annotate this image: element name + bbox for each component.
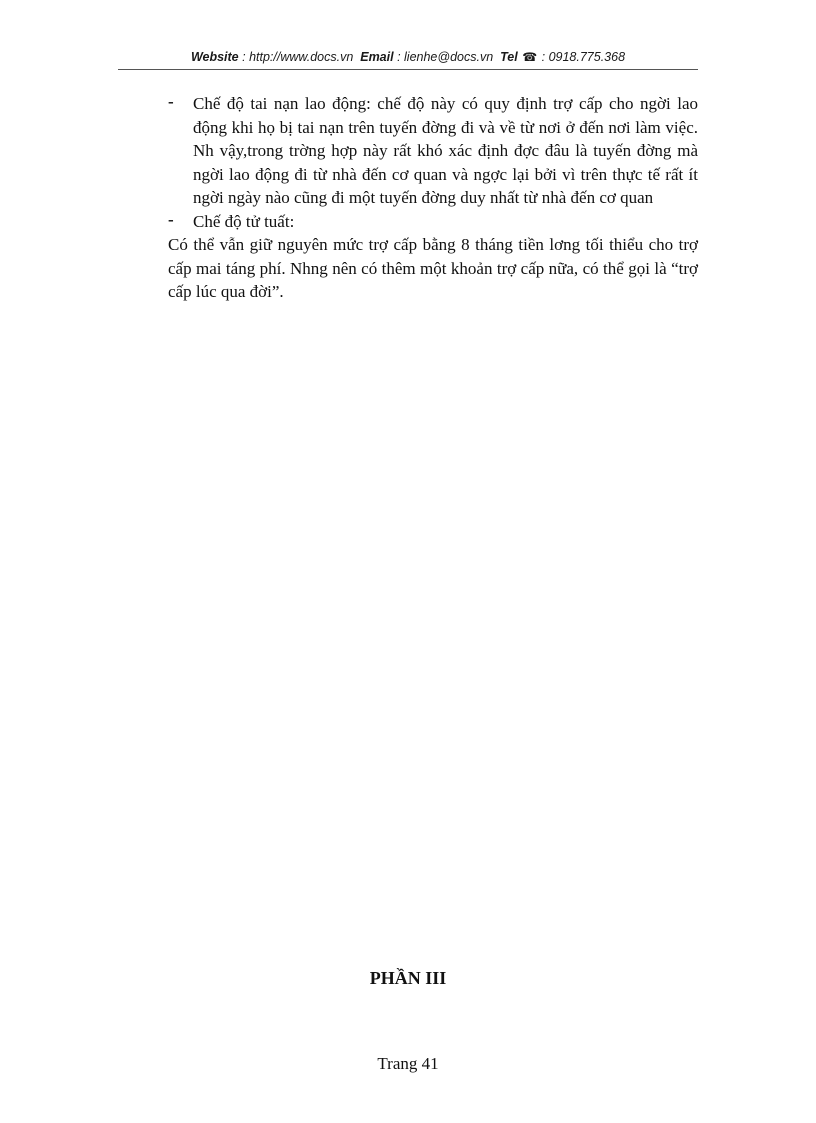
bullet-item-survivor [168, 210, 698, 234]
bullet-item-accident [168, 92, 698, 210]
email-label: Email [360, 50, 394, 64]
phone-icon: ☎ [522, 50, 538, 64]
section-title: PHẦN III [369, 968, 447, 988]
bullet-text: Chế độ tai nạn lao động: chế độ này có quy định trợ cấp cho ngời lao động khi họ bị tai nạn trên tuyến đờng đi và về từ nơi ở đến nơi làm việc. Nh vậy,trong trờng hợp này rất khó xác định đợc đâu là tuyến đờng mà ngời lao động đi từ nhà đến cơ quan và ngợc lại bởi vì trên thực tế rất ít ngời ngày nào cũng đi một tuyến đờng duy nhất từ nhà đến cơ quan [193, 94, 698, 207]
page-number: Trang 41 [377, 1054, 439, 1073]
header-divider [118, 69, 698, 70]
bullet-text: Chế độ tử tuất: [193, 211, 295, 231]
bullet-marker: - [168, 209, 174, 229]
tel-separator: : [538, 50, 549, 64]
body-paragraph: Có thể vẫn giữ nguyên mức trợ cấp bằng 8 tháng tiền lơng tối thiểu cho trợ cấp mai táng phí. Nhng nên có thêm một khoản trợ cấp nữa, có thể gọi là “trợ cấp lúc qua đời”. [168, 235, 698, 301]
email-separator: : [393, 50, 405, 64]
website-separator: : [238, 50, 250, 64]
website-label: Website [190, 50, 239, 64]
tel-number: 0918.775.368 [548, 50, 626, 64]
website-url[interactable]: http://www.docs.vn [249, 50, 354, 64]
bullet-marker: - [168, 92, 174, 111]
email-address[interactable]: lienhe@docs.vn [404, 50, 494, 64]
document-body [168, 92, 698, 304]
tel-label: Tel [500, 50, 518, 64]
page-header [118, 50, 698, 64]
